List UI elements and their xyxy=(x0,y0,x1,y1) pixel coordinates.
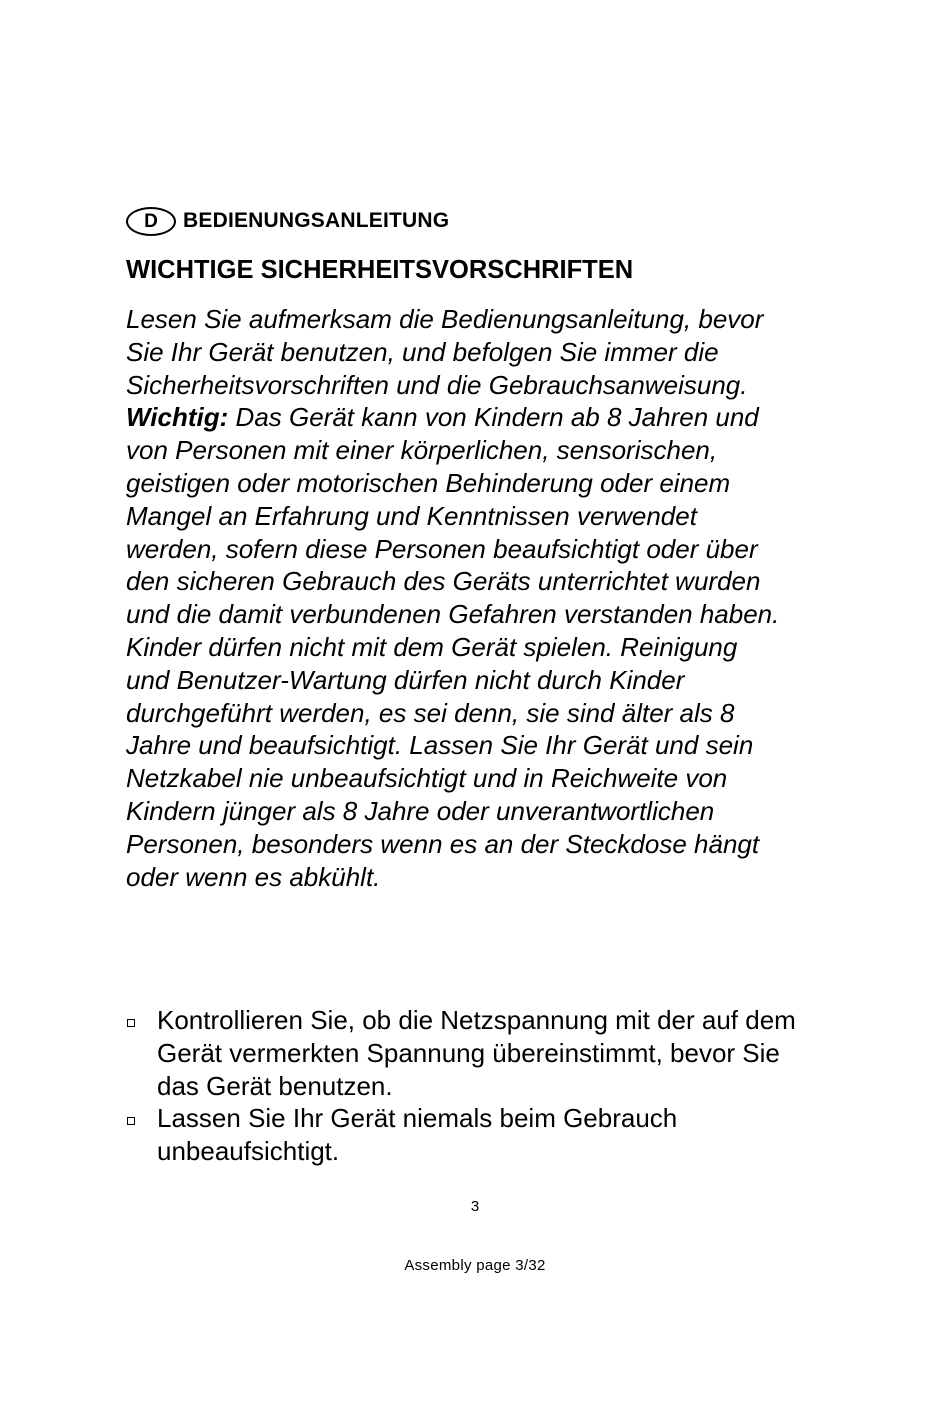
checkbox-square-icon xyxy=(127,1117,135,1125)
safety-intro xyxy=(126,303,786,893)
manual-title: BEDIENUNGSANLEITUNG xyxy=(183,209,450,232)
safety-bullet-list xyxy=(126,1004,806,1168)
language-badge: D xyxy=(126,207,176,236)
list-item xyxy=(126,1102,806,1168)
important-text: Das Gerät kann von Kindern ab 8 Jahren und von Personen mit einer körperlichen, sensorischen, geistigen oder motorischen Behinderung oder einem Mangel an Erfahrung und Kenntnissen verwendet werden, sofern diese Personen beaufsichtigt oder über den sicheren Gebrauch des Geräts unterrichtet wurden und die damit verbundenen Gefahren verstanden haben. Kinder dürfen nicht mit dem Gerät spielen. Reinigung und Benutzer-Wartung dürfen nicht durch Kinder durchgeführt werden, es sei denn, sie sind älter als 8 Jahre und beaufsichtigt. Lassen Sie Ihr Gerät und sein Netzkabel nie unbeaufsichtigt und in Reichweite von Kindern jünger als 8 Jahre oder unverantwortlichen Personen, besonders wenn es an der Steckdose hängt oder wenn es abkühlt. xyxy=(126,402,780,892)
important-label: Wichtig: xyxy=(126,402,229,433)
bullet-text: Kontrollieren Sie, ob die Netzspannung mit der auf dem Gerät vermerkten Spannung übereinstimmt, bevor Sie das Gerät benutzen. xyxy=(157,1005,796,1101)
section-title: WICHTIGE SICHERHEITSVORSCHRIFTEN xyxy=(126,256,634,284)
checkbox-square-icon xyxy=(127,1019,135,1027)
list-item xyxy=(126,1004,806,1102)
intro-paragraph: Lesen Sie aufmerksam die Bedienungsanleitung, bevor Sie Ihr Gerät benutzen, und befolgen Sie immer die Sicherheitsvorschriften und die Gebrauchsanweisung. xyxy=(126,304,764,400)
assembly-footer: Assembly page 3/32 xyxy=(404,1257,546,1274)
important-paragraph xyxy=(126,401,786,893)
page-number: 3 xyxy=(470,1198,480,1215)
bullet-text: Lassen Sie Ihr Gerät niemals beim Gebrauch unbeaufsichtigt. xyxy=(157,1103,678,1167)
language-header xyxy=(126,204,449,238)
